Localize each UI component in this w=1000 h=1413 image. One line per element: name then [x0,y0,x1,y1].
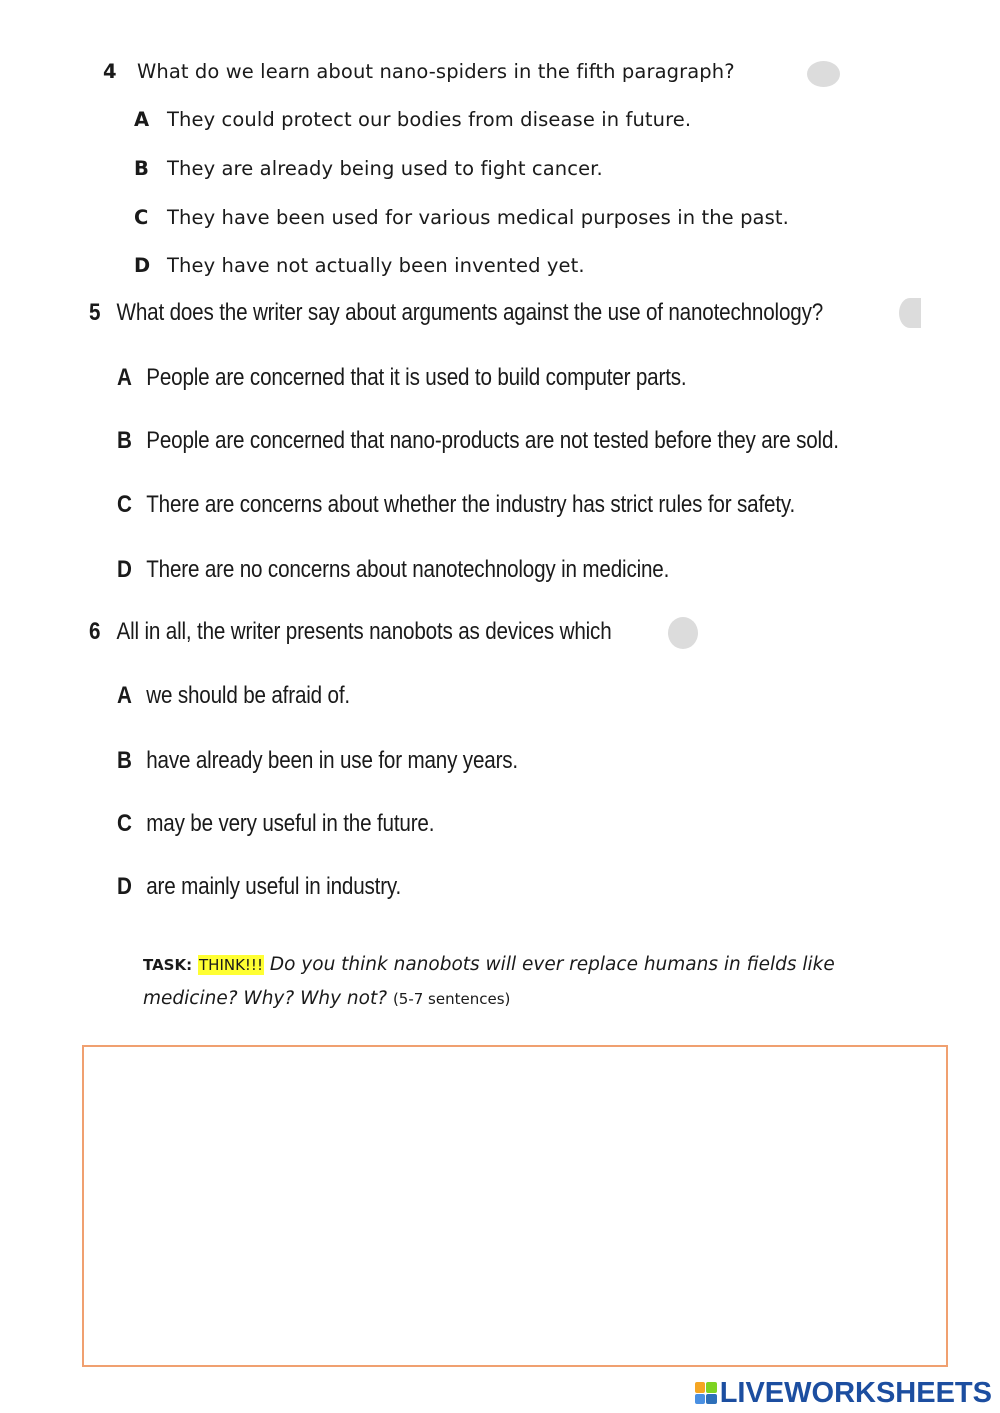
option-6a[interactable] [117,682,350,710]
question-number: 6 [89,618,101,645]
option-letter: D [117,873,132,900]
option-4c[interactable] [134,206,789,229]
task-label: TASK: [143,956,193,974]
option-letter: C [117,491,132,518]
option-letter: D [134,254,151,277]
option-letter: A [117,364,132,391]
question-number: 4 [103,60,117,83]
think-highlight: THINK!!! [199,956,263,974]
brand-name: LIVEWORKSHEETS [719,1376,992,1409]
option-text: People are concerned that it is used to build computer parts. [146,364,687,391]
question-6-stem [89,618,612,646]
brand-logo-icon [695,1382,717,1404]
option-letter: C [117,810,132,837]
option-4d[interactable] [134,254,585,277]
option-letter: B [117,427,132,454]
task-hint: (5-7 sentences) [392,990,511,1008]
option-5c[interactable] [117,491,795,519]
option-6b[interactable] [117,747,518,775]
option-letter: B [117,747,132,774]
option-text: have already been in use for many years. [146,747,518,774]
option-text: may be very useful in the future. [146,810,435,837]
option-4b[interactable] [134,157,603,180]
question-5-stem [89,299,823,327]
option-letter: D [117,556,132,583]
option-text: There are concerns about whether the industry has strict rules for safety. [146,491,796,518]
task-prompt [143,948,883,1016]
option-4a[interactable] [134,108,691,131]
option-text: we should be afraid of. [146,682,350,709]
option-text: They could protect our bodies from disease in future. [167,108,692,131]
option-letter: B [134,157,149,180]
option-5a[interactable] [117,364,686,392]
liveworksheets-logo [695,1376,992,1410]
question-text: What do we learn about nano-spiders in the fifth paragraph? [137,60,735,83]
question-text: All in all, the writer presents nanobots as devices which [116,618,612,645]
answer-drop-target-q4[interactable] [807,61,840,87]
option-5b[interactable] [117,427,839,455]
option-6d[interactable] [117,873,401,901]
option-text: They have not actually been invented yet. [167,254,585,277]
answer-textbox[interactable] [82,1045,948,1367]
question-4-stem [103,60,735,83]
question-text: What does the writer say about arguments against the use of nanotechnology? [116,299,824,326]
option-letter: A [117,682,132,709]
task-question: Do you think nanobots will ever replace humans in fields like medicine? Why? Why not? [143,954,835,1009]
option-text: They have been used for various medical purposes in the past. [167,206,789,229]
option-letter: C [134,206,149,229]
answer-drop-target-q6[interactable] [668,617,698,649]
question-number: 5 [89,299,101,326]
option-letter: A [134,108,150,131]
option-5d[interactable] [117,556,669,584]
option-6c[interactable] [117,810,434,838]
option-text: are mainly useful in industry. [146,873,402,900]
option-text: There are no concerns about nanotechnology in medicine. [146,556,670,583]
answer-drop-target-q5[interactable] [899,298,921,328]
option-text: People are concerned that nano-products are not tested before they are sold. [146,427,839,454]
option-text: They are already being used to fight cancer. [167,157,603,180]
